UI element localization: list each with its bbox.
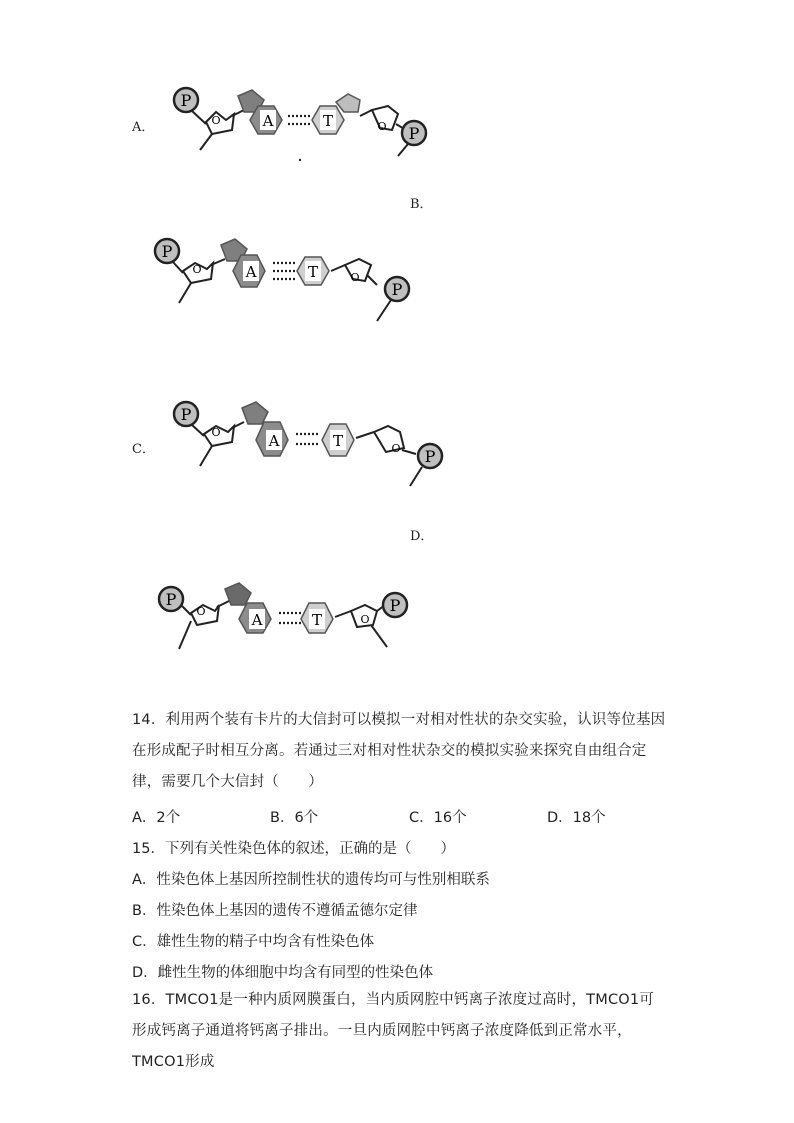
c-phosphate-right-label: P <box>424 447 436 466</box>
b-base-a-label: A <box>245 263 257 281</box>
base-a-label: A <box>262 112 274 130</box>
question-14-options <box>132 806 667 826</box>
q14-option-b[interactable]: B．6个 <box>270 810 319 826</box>
nucleotide-pair-diagram-a <box>160 80 440 180</box>
svg-text:O: O <box>391 442 401 455</box>
option-b-label: B． <box>410 197 433 212</box>
q15-option-a[interactable]: A．性染色体上基因所控制性状的遗传均可与性别相联系 <box>132 872 490 888</box>
svg-text:O: O <box>360 613 370 626</box>
sugar-left-o: O <box>211 114 221 127</box>
nucleotide-pair-diagram-c <box>160 390 450 495</box>
nucleotide-pair-diagram-b <box>145 225 425 330</box>
question-15-text: 15．下列有关性染色体的叙述，正确的是（ ） <box>132 841 455 857</box>
c-base-t-label: T <box>332 432 344 450</box>
base-t-label: T <box>322 112 334 130</box>
c-phosphate-left-label: P <box>180 405 192 424</box>
option-d-label: D． <box>410 529 434 544</box>
d-phosphate-right-label: P <box>389 596 401 615</box>
nucleotide-pair-diagram-d <box>145 575 425 655</box>
q14-option-d[interactable]: D．18个 <box>547 810 606 826</box>
sugar-right-o: O <box>377 120 387 133</box>
svg-text:O: O <box>192 263 202 276</box>
option-c-label: C． <box>132 442 155 457</box>
svg-text:O: O <box>211 426 221 439</box>
q15-option-b[interactable]: B．性染色体上基因的遗传不遵循孟德尔定律 <box>132 903 418 919</box>
q15-option-c[interactable]: C．雄性生物的精子中均含有性染色体 <box>132 934 375 950</box>
q14-option-a[interactable]: A．2个 <box>132 810 181 826</box>
q15-option-d[interactable]: D．雌性生物的体细胞中均含有同型的性染色体 <box>132 965 434 981</box>
question-14-text: 14．利用两个装有卡片的大信封可以模拟一对相对性状的杂交实验，认识等位基因在形成配子时相互分离。若通过三对相对性状杂交的模拟实验来探究自由组合定律，需要几个大信封（ ） <box>132 712 666 790</box>
svg-text:O: O <box>196 605 206 618</box>
d-base-a-label: A <box>251 611 263 629</box>
svg-text:O: O <box>350 271 360 284</box>
q14-option-c[interactable]: C．16个 <box>409 810 467 826</box>
option-a-label: A． <box>132 120 155 135</box>
question-16-text: 16．TMCO1是一种内质网膜蛋白，当内质网腔中钙离子浓度过高时，TMCO1可形成钙离子通道将钙离子排出。一旦内质网腔中钙离子浓度降低到正常水平，TMCO1形成 <box>132 992 655 1070</box>
b-base-t-label: T <box>307 263 319 281</box>
d-phosphate-left-label: P <box>165 590 177 609</box>
phosphate-right-label: P <box>408 124 420 143</box>
d-base-t-label: T <box>311 611 323 629</box>
b-phosphate-right-label: P <box>391 280 403 299</box>
b-phosphate-left-label: P <box>161 242 173 261</box>
c-base-a-label: A <box>268 432 280 450</box>
phosphate-left-label: P <box>180 91 192 110</box>
